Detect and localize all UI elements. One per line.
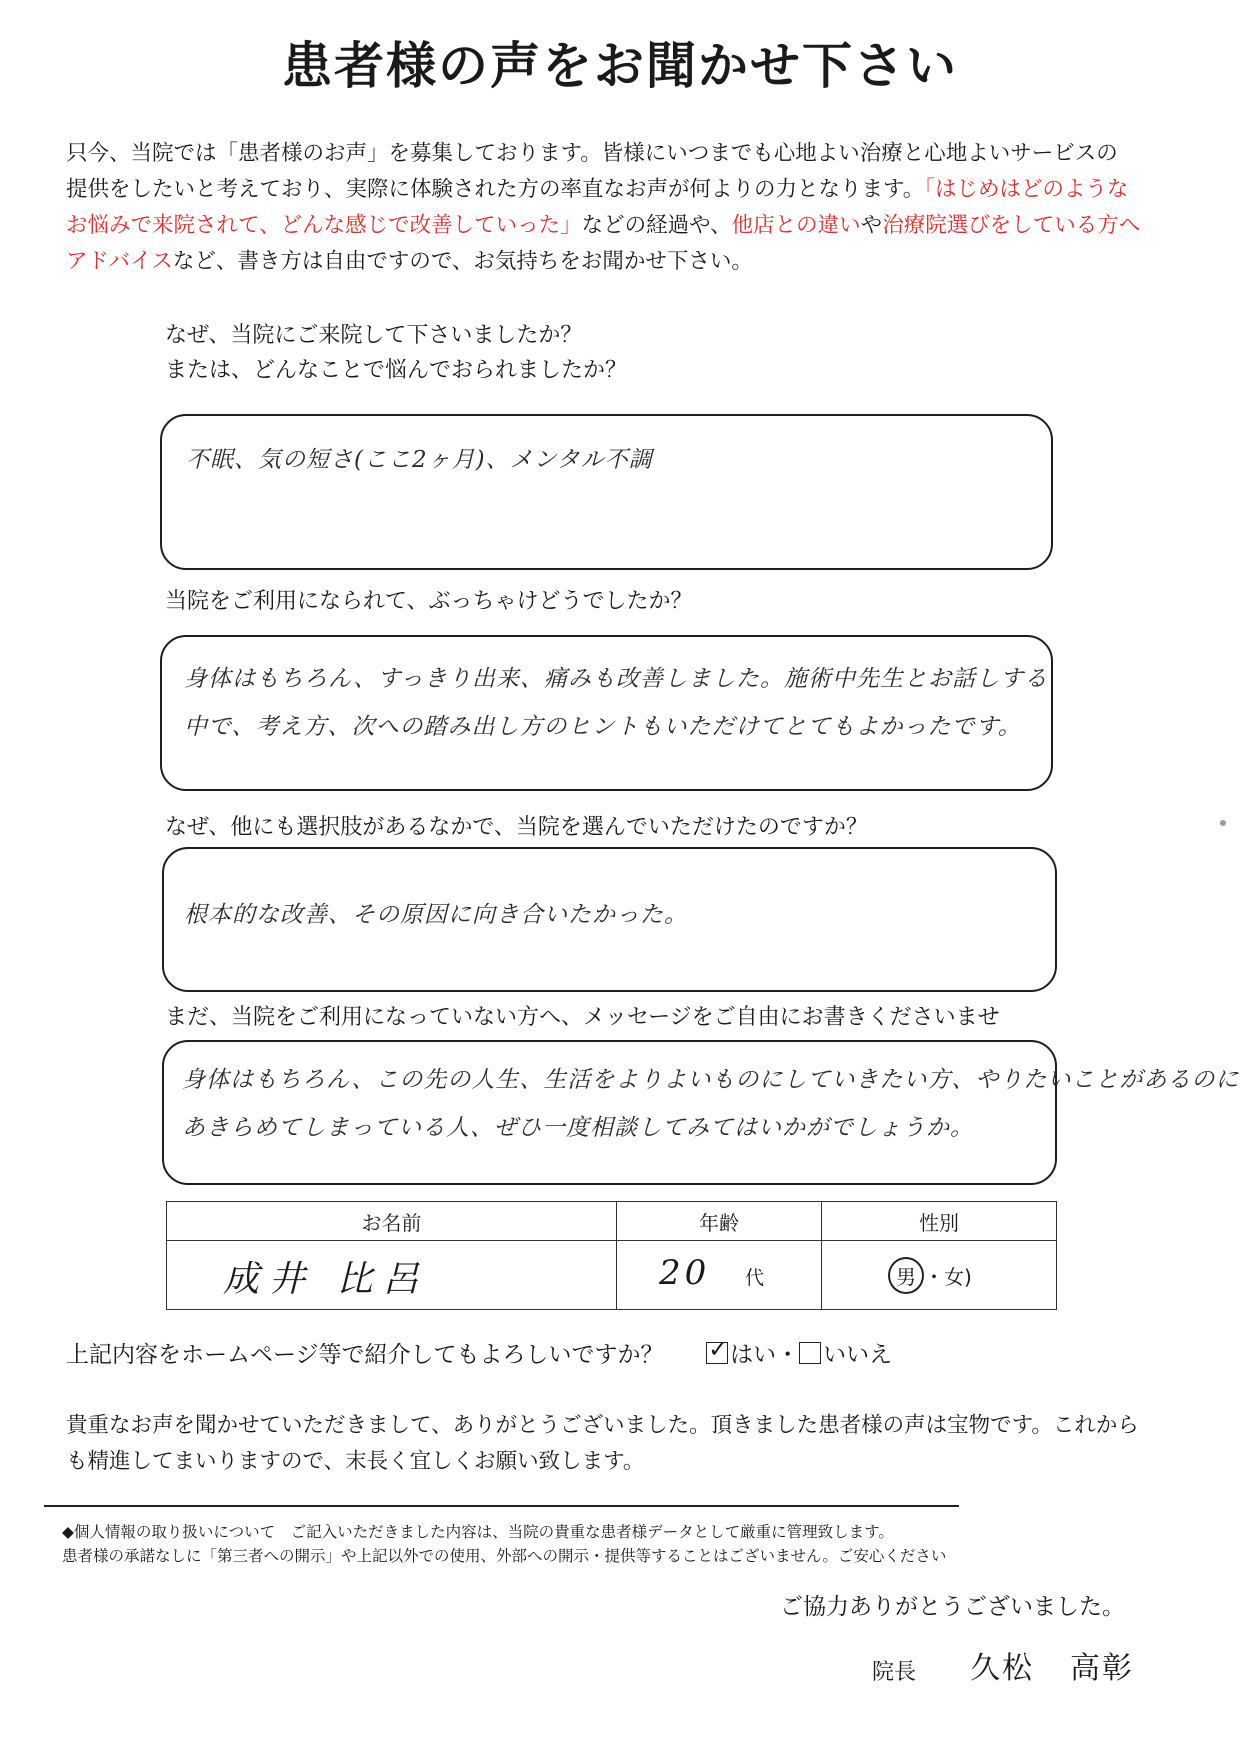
sex-header: 性別 xyxy=(822,1202,1057,1241)
patient-info-table xyxy=(166,1201,1057,1310)
question-3: なぜ、他にも選択肢があるなかで、当院を選んでいただけたのですか？ xyxy=(165,815,868,840)
intro-line xyxy=(66,172,1176,208)
age-unit: 代 xyxy=(745,1267,765,1289)
answer-box-1[interactable] xyxy=(160,414,1053,570)
intro-text: など、書き方は自由ですので、お気持ちをお聞かせ下さい。 xyxy=(172,249,753,274)
answer-2-text xyxy=(184,655,1048,751)
intro-text: 提供をしたいと考えており、実際に体験された方の率直なお声が何よりの力となります。 xyxy=(66,177,925,202)
age-header: 年齢 xyxy=(617,1202,822,1241)
answer-box-4[interactable] xyxy=(162,1040,1240,1185)
consent-yes-label[interactable]: はい・ xyxy=(730,1342,800,1368)
question-4: まだ、当院をご利用になっていない方へ、メッセージをご自由にお書きくださいませ xyxy=(165,1005,1000,1030)
privacy-line: 患者様の承諾なしに「第三者への開示」や上記以外での使用、外部への開示・提供等することはございません。ご安心ください xyxy=(62,1547,947,1565)
thanks-line: も精進してまいりますので、末長く宜しくお願い致します。 xyxy=(66,1449,645,1474)
answer-4-text xyxy=(182,1056,1239,1152)
intro-highlight: 治療院選びをしている方へ xyxy=(882,213,1141,238)
age-value: 20 xyxy=(659,1253,711,1293)
question-1 xyxy=(165,318,627,388)
scan-dot xyxy=(1220,820,1226,826)
sex-option-male[interactable]: 男 xyxy=(888,1257,924,1294)
intro-highlight: 「はじめはどのような xyxy=(924,177,1129,202)
consent-row xyxy=(66,1336,892,1369)
sex-options xyxy=(888,1257,972,1294)
consent-no-label[interactable]: いいえ xyxy=(823,1342,893,1368)
answer-1-text xyxy=(186,436,653,484)
director-label: 院長 xyxy=(872,1660,917,1685)
intro-line: 只今、当院では「患者様のお声」を募集しております。皆様にいつまでも心地よい治療と心地よいサービスの xyxy=(66,141,1118,166)
privacy-notice xyxy=(62,1520,946,1568)
answer-3-text xyxy=(184,891,688,939)
answer-line: 身体はもちろん、すっきり出来、痛みも改善しました。施術中先生とお話しする xyxy=(184,666,1048,692)
answer-line: 不眠、気の短さ(ここ2ヶ月)、メンタル不調 xyxy=(186,447,653,473)
question-1-line-1: なぜ、当院にご来院して下さいましたか？ xyxy=(165,323,583,348)
answer-line: あきらめてしまっている人、ぜひ一度相談してみてはいかがでしょうか。 xyxy=(182,1115,974,1141)
name-header: お名前 xyxy=(167,1202,617,1241)
question-2: 当院をご利用になられて、ぶっちゃけどうでしたか？ xyxy=(165,589,693,614)
question-1-line-2: または、どんなことで悩んでおられましたか？ xyxy=(165,358,628,383)
name-value: 成井 比呂 xyxy=(223,1259,429,1300)
divider xyxy=(44,1505,959,1507)
consent-no-checkbox[interactable] xyxy=(799,1342,821,1364)
sex-separator: ・ xyxy=(924,1265,944,1289)
answer-box-2[interactable] xyxy=(160,635,1053,791)
director-given-name: 高彰 xyxy=(1070,1651,1134,1686)
intro-text: や xyxy=(860,213,883,238)
age-cell[interactable] xyxy=(617,1241,822,1310)
intro-highlight: アドバイス xyxy=(66,249,173,274)
sex-cell[interactable] xyxy=(822,1241,1057,1310)
director-family-name: 久松 xyxy=(970,1651,1034,1686)
closing-message: ご協力ありがとうございました。 xyxy=(780,1594,1125,1620)
intro-highlight: お悩みで来院されて、どんな感じで改善していった」 xyxy=(66,213,582,238)
answer-line: 中で、考え方、次への踏み出し方のヒントもいただけてとてもよかったです。 xyxy=(184,714,1022,740)
privacy-line: ◆個人情報の取り扱いについて ご記入いただきました内容は、当院の貴重な患者様データとして厳重に管理致します。 xyxy=(62,1523,894,1541)
consent-question: 上記内容をホームページ等で紹介してもよろしいですか？ xyxy=(66,1342,664,1368)
answer-line: 身体はもちろん、この先の人生、生活をよりよいものにしていきたい方、やりたいことがあるのに xyxy=(182,1067,1240,1093)
consent-yes-checkbox[interactable] xyxy=(706,1342,728,1364)
table-header-row xyxy=(167,1202,1057,1241)
intro-text: などの経過や、 xyxy=(581,213,732,238)
director-name xyxy=(970,1643,1134,1687)
sex-option-female[interactable]: 女) xyxy=(944,1265,972,1289)
answer-line: 根本的な改善、その原因に向き合いたかった。 xyxy=(184,902,688,928)
intro-highlight: 他店との違い xyxy=(731,213,861,238)
intro-line xyxy=(66,208,1176,244)
intro-paragraph xyxy=(66,136,1176,280)
answer-box-3[interactable] xyxy=(162,847,1057,992)
intro-line xyxy=(66,244,1176,280)
page-title: 患者様の声をお聞かせ下さい xyxy=(282,37,958,95)
thanks-paragraph xyxy=(66,1408,1139,1480)
thanks-line: 貴重なお声を聞かせていただきまして、ありがとうございました。頂きました患者様の声は宝物です。これから xyxy=(66,1413,1139,1438)
name-cell[interactable] xyxy=(167,1241,617,1310)
table-row xyxy=(167,1241,1057,1310)
